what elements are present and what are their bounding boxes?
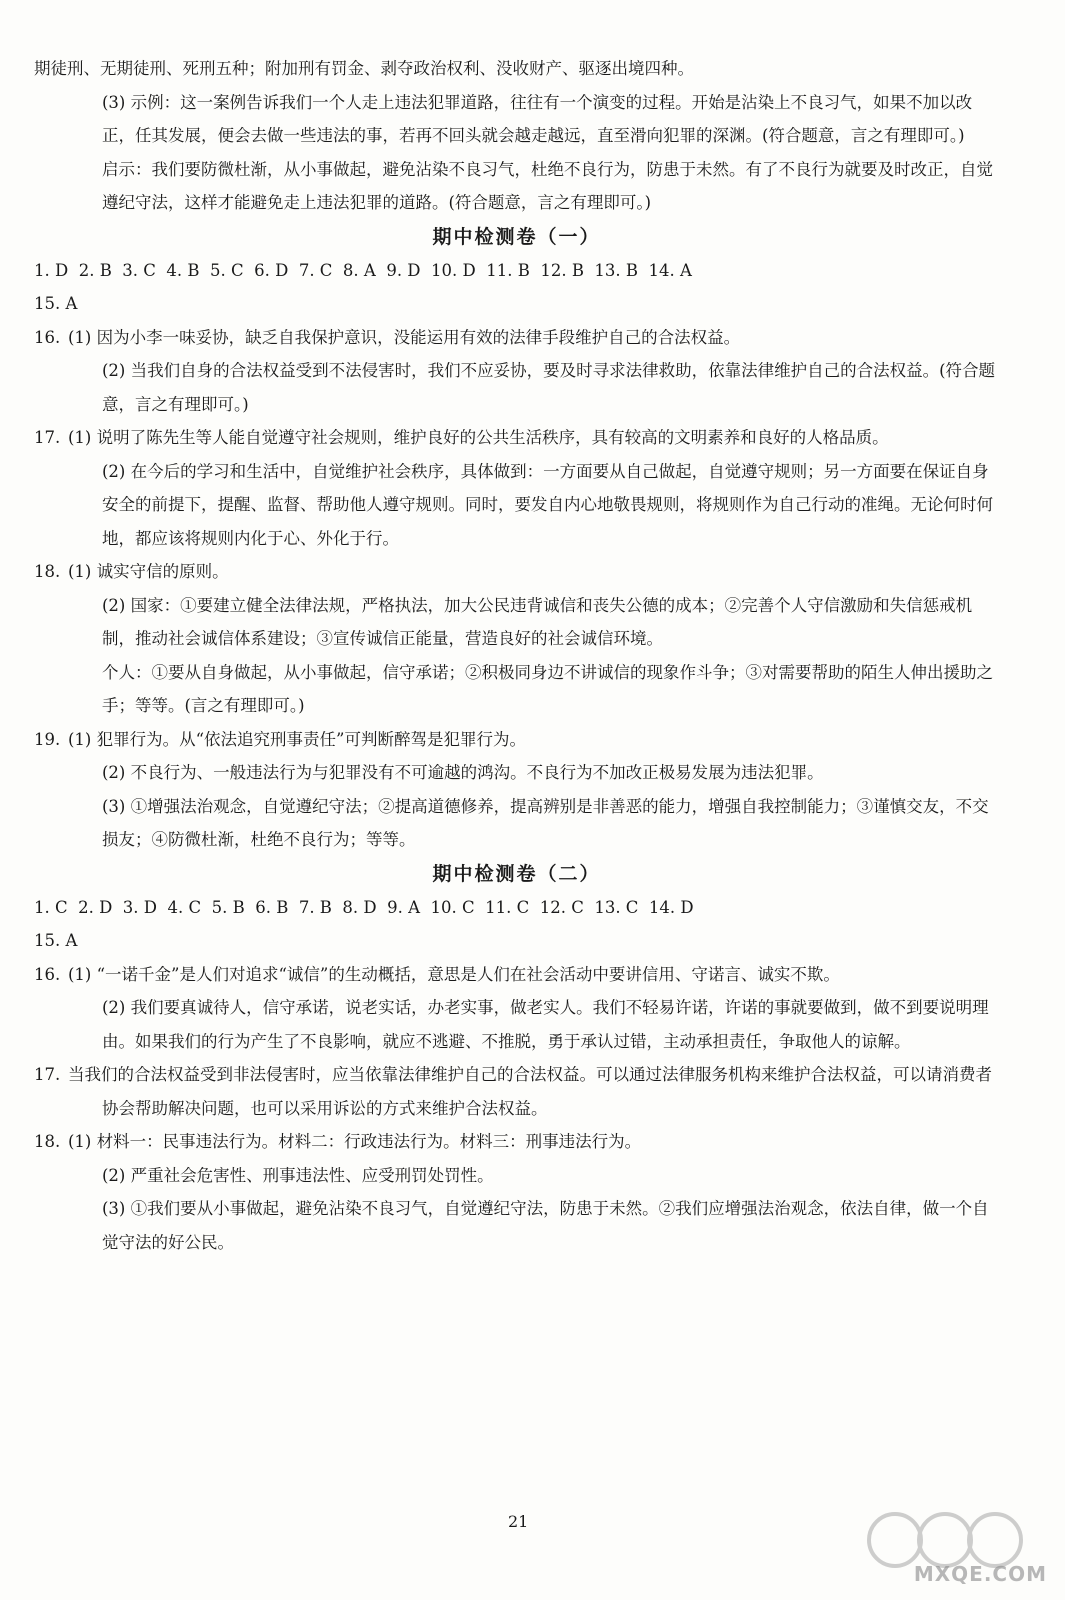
question-16 xyxy=(34,321,999,355)
question-number: 18. xyxy=(34,1132,61,1151)
answer-part: (2) 国家：①要建立健全法律法规，严格执法，加大公民违背诚信和丧失公德的成本；②完善个人守信激励和失信惩戒机制，推动社会诚信体系建设；③宣传诚信正能量，营造良好的社会诚信环境。 xyxy=(102,595,973,648)
answer-part: (2) 在今后的学习和生活中，自觉维护社会秩序，具体做到：一方面要从自己做起，自觉遵守规则；另一方面要在保证自身安全的前提下，提醒、监督、帮助他人遵守规则。同时，要发自内心地敬畏规则，将规则作为自己行动的准绳。无论何时何地，都应该将规则内化于心、外化于行。 xyxy=(102,461,993,548)
answer-part: (3) ①增强法治观念，自觉遵纪守法；②提高道德修养，提高辨别是非善恶的能力，增强自我控制能力；③谨慎交友，不交损友；④防微杜渐，杜绝不良行为；等等。 xyxy=(102,796,989,849)
question-number: 16. xyxy=(34,327,61,347)
answer-part: (1) 说明了陈先生等人能自觉遵守社会规则，维护良好的公共生活秩序，具有较高的文明素养和良好的人格品质。 xyxy=(68,428,889,447)
watermark-text: MXQE.COM xyxy=(913,1562,1047,1586)
answer-part: (2) 不良行为、一般违法行为与犯罪没有不可逾越的鸿沟。不良行为不加改正极易发展为违法犯罪。 xyxy=(102,763,824,782)
answer-part: (1) 诚实守信的原则。 xyxy=(68,562,229,581)
question-17 xyxy=(34,421,999,455)
page-number: 21 xyxy=(508,1512,529,1531)
question-19 xyxy=(34,723,999,757)
mc-answers-line-2: 15. A xyxy=(34,931,78,950)
answer-part: (1) 材料一：民事违法行为。材料二：行政违法行为。材料三：刑事违法行为。 xyxy=(68,1132,642,1151)
question-18 xyxy=(34,555,999,589)
question-17 xyxy=(34,1058,999,1125)
answer-part: (2) 当我们自身的合法权益受到不法侵害时，我们不应妥协，要及时寻求法律救助，依靠法律维护自己的合法权益。(符合题意，言之有理即可。) xyxy=(102,361,996,414)
mc-answers-line-2: 15. A xyxy=(34,294,78,313)
question-number: 18. xyxy=(34,562,61,581)
answer-part: (2) 我们要真诚待人，信守承诺，说老实话，办老实事，做老实人。我们不轻易许诺，许诺的事就要做到，做不到要说明理由。如果我们的行为产生了不良影响，就应不逃避、不推脱，勇于承认过错，主动承担责任，争取他人的谅解。 xyxy=(102,998,989,1051)
answer-part: (2) 严重社会危害性、刑事违法性、应受刑罚处罚性。 xyxy=(102,1165,494,1185)
answer-part: (3) ①我们要从小事做起，避免沾染不良习气，自觉遵纪守法，防患于未然。②我们应增强法治观念，依法自律，做一个自觉守法的好公民。 xyxy=(102,1199,989,1252)
answer-part: (1) 因为小李一味妥协，缺乏自我保护意识，没能运用有效的法律手段维护自己的合法权益。 xyxy=(68,327,741,347)
answer-part: (1) 犯罪行为。从“依法追究刑事责任”可判断醉驾是犯罪行为。 xyxy=(68,729,526,749)
mc-answers-line-1: 1. D 2. B 3. C 4. B 5. C 6. D 7. C 8. A 9. D 10. D 11. B 12. B 13. B 14. A xyxy=(34,260,692,280)
mc-answers-line-1: 1. C 2. D 3. D 4. C 5. B 6. B 7. B 8. D 9. A 10. C 11. C 12. C 13. C 14. D xyxy=(34,897,694,917)
question-number: 17. xyxy=(34,428,61,447)
intro-insight: 启示：我们要防微杜渐，从小事做起，避免沾染不良习气，杜绝不良行为，防患于未然。有了不良行为就要及时改正，自觉遵纪守法，这样才能避免走上违法犯罪的道路。(符合题意，言之有理即可。) xyxy=(102,159,993,212)
intro-example: (3) 示例：这一案例告诉我们一个人走上违法犯罪道路，往往有一个演变的过程。开始是沾染上不良习气，如果不加以改正，任其发展，便会去做一些违法的事，若再不回头就会越走越远，直至滑向犯罪的深渊。(符合题意，言之有理即可。) xyxy=(102,92,973,145)
question-number: 19. xyxy=(34,729,61,749)
question-16 xyxy=(34,958,999,992)
answer-part: 当我们的合法权益受到非法侵害时，应当依靠法律维护自己的合法权益。可以通过法律服务机构来维护合法权益，可以请消费者协会帮助解决问题，也可以采用诉讼的方式来维护合法权益。 xyxy=(68,1065,992,1118)
answer-content xyxy=(34,52,999,1259)
answer-part: 个人：①要从自身做起，从小事做起，信守承诺；②积极同身边不讲诚信的现象作斗争；③对需要帮助的陌生人伸出援助之手；等等。(言之有理即可。) xyxy=(102,662,993,715)
section-title-1: 期中检测卷（一） xyxy=(432,225,601,248)
question-number: 17. xyxy=(34,1065,61,1084)
intro-line: 期徒刑、无期徒刑、死刑五种；附加刑有罚金、剥夺政治权利、没收财产、驱逐出境四种。 xyxy=(34,59,694,78)
question-number: 16. xyxy=(34,964,61,984)
question-18 xyxy=(34,1125,999,1159)
section-title-2: 期中检测卷（二） xyxy=(432,862,601,885)
answer-part: (1) “一诺千金”是人们对追求“诚信”的生动概括，意思是人们在社会活动中要讲信用、守诺言、诚实不欺。 xyxy=(68,964,840,984)
